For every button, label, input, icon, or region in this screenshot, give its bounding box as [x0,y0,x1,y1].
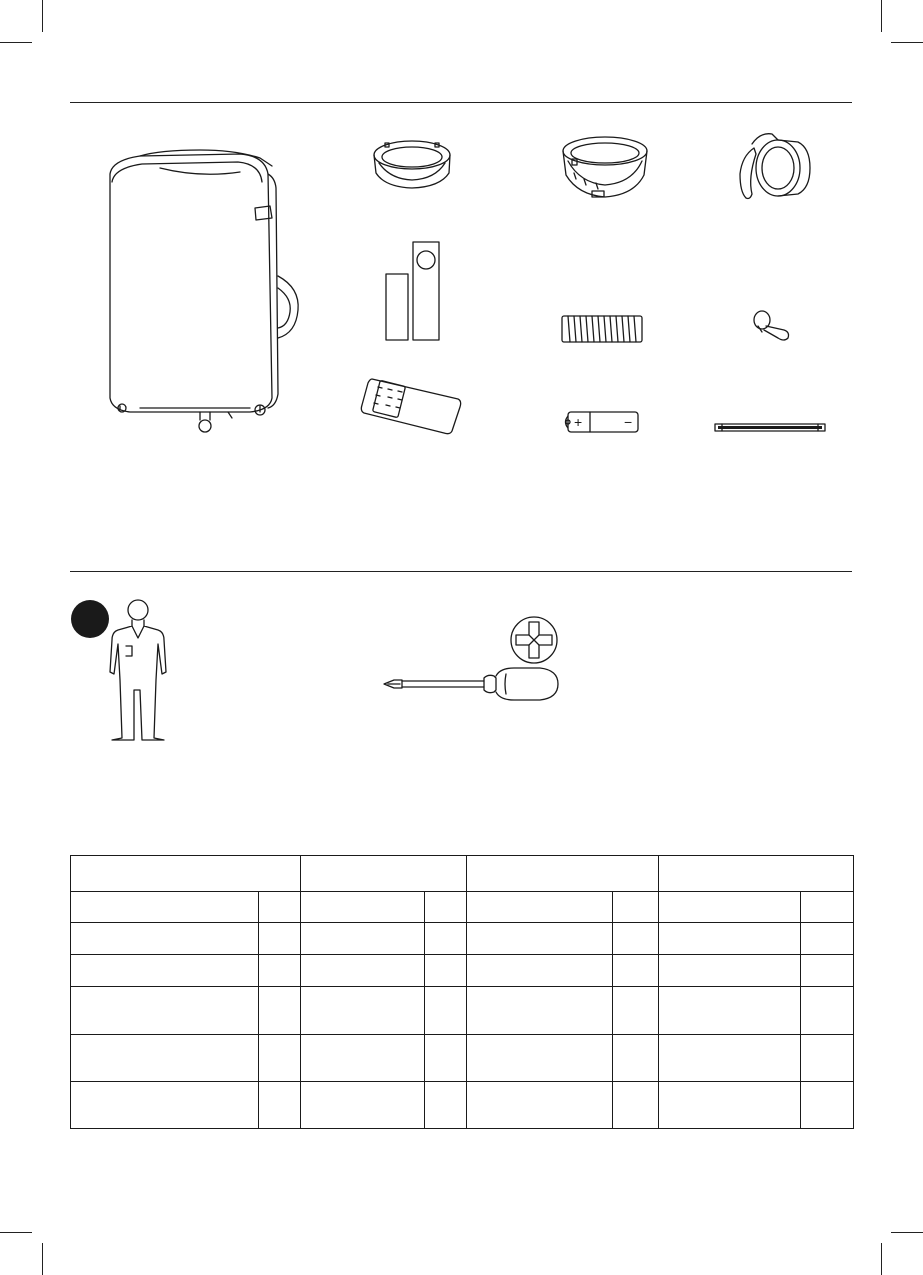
table-cell [613,1082,659,1129]
table-cell [467,987,613,1035]
crop-mark-tl-h [0,42,32,43]
table-cell [425,955,467,987]
crop-mark-bl-h [0,1232,32,1233]
table-cell [425,923,467,955]
battery-minus-label: − [624,414,633,430]
table-cell [301,892,425,923]
crop-mark-tr-h [891,42,923,43]
battery-plus-label: + [574,414,583,430]
table-row [71,1082,854,1129]
table-cell [301,1035,425,1082]
drain-connector-icon [748,306,796,344]
section2-rule [70,571,852,572]
table-cell [71,892,259,923]
table-cell [71,923,259,955]
crop-mark-tl-v [42,0,43,32]
table-cell [71,1082,259,1129]
table-header-cell [659,856,854,892]
table-cell [659,892,801,923]
table-cell [71,987,259,1035]
table-header-cell [301,856,467,892]
table-cell [467,923,613,955]
table-cell [71,955,259,987]
table-cell [801,1082,854,1129]
table-cell [801,987,854,1035]
table-row [71,1035,854,1082]
table-cell [613,1035,659,1082]
table-cell [425,1082,467,1129]
table-cell [467,1082,613,1129]
window-slider-icon [382,240,444,342]
table-cell [301,1082,425,1129]
parts-table [70,855,854,1129]
table-cell [259,955,301,987]
table-cell [659,955,801,987]
table-header-row [71,856,854,892]
table-cell [801,923,854,955]
table-cell [659,1035,801,1082]
table-cell [425,892,467,923]
table-header-cell [467,856,659,892]
exhaust-hose-icon [558,312,648,346]
table-header-cell [71,856,301,892]
table-cell [613,987,659,1035]
battery-icon [562,408,642,436]
table-cell [613,923,659,955]
hose-connector-icon [550,133,655,203]
table-cell [259,1035,301,1082]
table-cell [301,987,425,1035]
air-conditioner-icon [100,148,310,438]
table-cell [301,923,425,955]
table-cell [259,987,301,1035]
table-cell [259,1082,301,1129]
table-cell [801,955,854,987]
section1-rule [70,102,852,103]
crop-mark-br-h [891,1232,923,1233]
person-icon [104,598,174,744]
table-cell [467,1035,613,1082]
table-row [71,923,854,955]
ring-adapter-icon [365,133,460,193]
table-cell [801,892,854,923]
table-cell [467,955,613,987]
table-cell [467,892,613,923]
table-cell [659,987,801,1035]
table-cell [613,955,659,987]
table-cell [259,892,301,923]
phillips-head-icon [508,614,560,666]
table-cell [659,1082,801,1129]
table-row [71,892,854,923]
table-cell [71,1035,259,1082]
table-cell [659,923,801,955]
remote-control-icon [358,375,464,437]
drain-cap-icon [730,130,825,205]
table-cell [259,923,301,955]
table-cell [425,1035,467,1082]
security-bar-icon [712,420,828,434]
crop-mark-bl-v [42,1243,43,1275]
table-row [71,955,854,987]
screwdriver-icon [380,664,560,702]
table-cell [613,892,659,923]
crop-mark-br-v [881,1243,882,1275]
table-row [71,987,854,1035]
crop-mark-tr-v [881,0,882,32]
table-cell [801,1035,854,1082]
table-cell [301,955,425,987]
table-cell [425,987,467,1035]
